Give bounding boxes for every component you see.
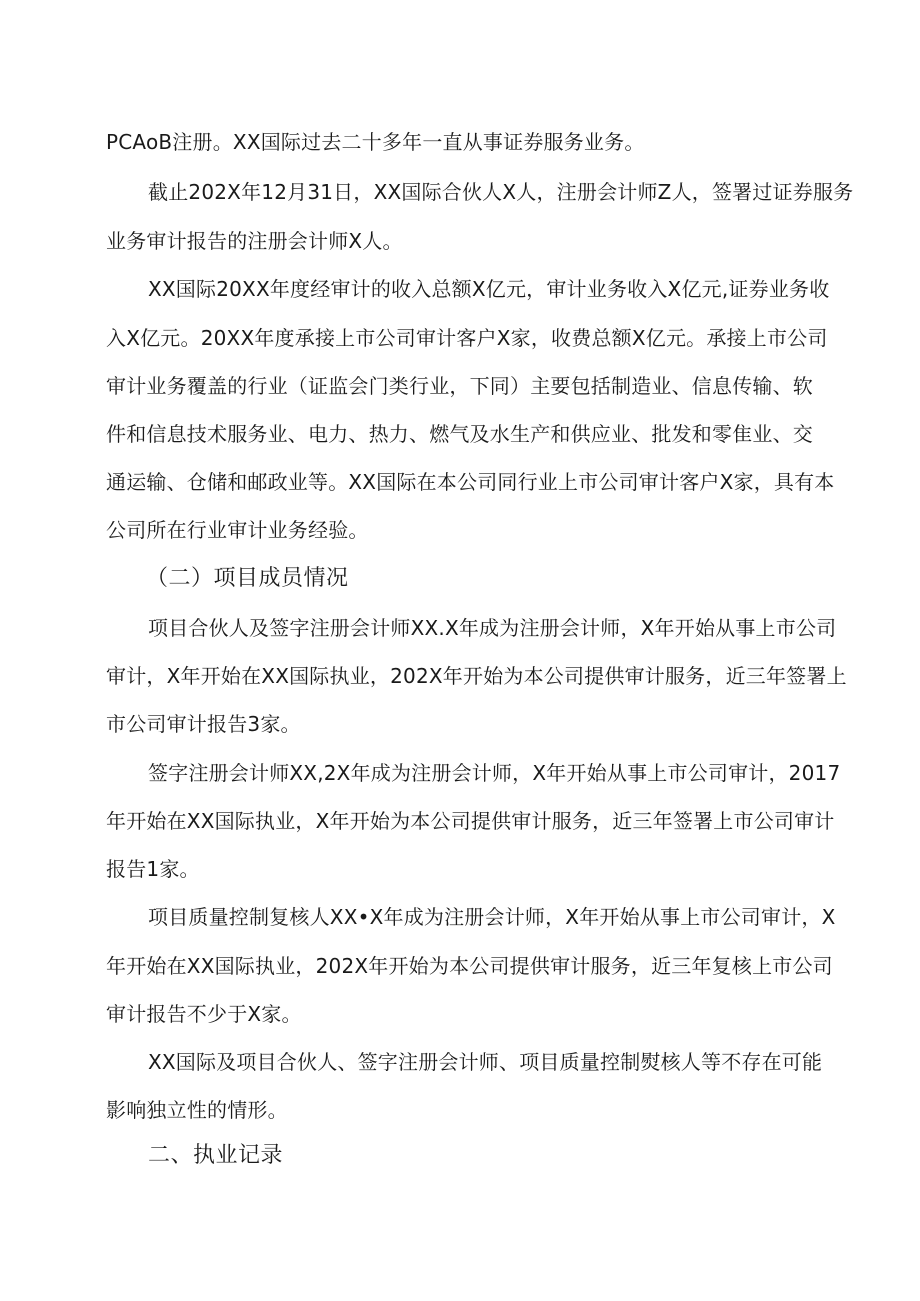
text-line: 项目合伙人及签字注册会计师XX.X年成为注册会计师，X年开始从事上市公司 <box>148 616 837 640</box>
text-line: 审计，X年开始在XX国际执业，202X年开始为本公司提供审计服务，近三年签署上 <box>106 664 847 688</box>
text-line: 市公司审计报告3家。 <box>106 712 301 736</box>
text-line: 通运输、仓储和邮政业等。XX国际在本公司同行业上市公司审计客户X家，具有本 <box>106 470 835 494</box>
text-line: 公司所在行业审计业务经验。 <box>106 518 369 542</box>
text-line: 件和信息技术服务业、电力、热力、燃气及水生产和供应业、批发和零隹业、交 <box>106 422 813 446</box>
text-line: 年开始在XX国际执业，X年开始为本公司提供审计服务，近三年签署上市公司审计 <box>106 809 835 833</box>
text-line: 审计报告不少于X家。 <box>106 1002 302 1026</box>
section-heading-practice-record: 二、执业记录 <box>148 1143 284 1168</box>
section-heading-project-members: （二）项目成员情况 <box>146 566 349 591</box>
text-line: 审计业务覆盖的行业（证监会门类行业，下同）主要包括制造业、信息传输、软 <box>106 374 813 398</box>
text-line: PCAoB注册。XX国际过去二十多年一直从事证券服务业务。 <box>106 130 645 154</box>
text-line: 报告1家。 <box>106 857 200 881</box>
text-line: 签字注册会计师XX,2X年成为注册会计师，X年开始从事上市公司审计，2017 <box>148 761 841 785</box>
text-line: 业务审计报告的注册会计师X人。 <box>106 229 403 253</box>
text-line: 项目质量控制复核人XX•X年成为注册会计师，X年开始从事上市公司审计，X <box>148 905 836 929</box>
text-line: 截止202X年12月31日，XX国际合伙人X人，注册会计师Z人，签署过证券服务 <box>148 180 854 204</box>
text-line: 入X亿元。20XX年度承接上市公司审计客户X家，收费总额X亿元。承接上市公司 <box>106 326 828 350</box>
text-line: 年开始在XX国际执业，202X年开始为本公司提供审计服务，近三年复核上市公司 <box>106 954 833 978</box>
text-line: XX国际及项目合伙人、签字注册会计师、项目质量控制熨核人等不存在可能 <box>148 1050 823 1074</box>
text-line: XX国际20XX年度经审计的收入总额X亿元，审计业务收入X亿元,证券业务收 <box>148 277 830 301</box>
text-line: 影响独立性的情形。 <box>106 1098 288 1122</box>
